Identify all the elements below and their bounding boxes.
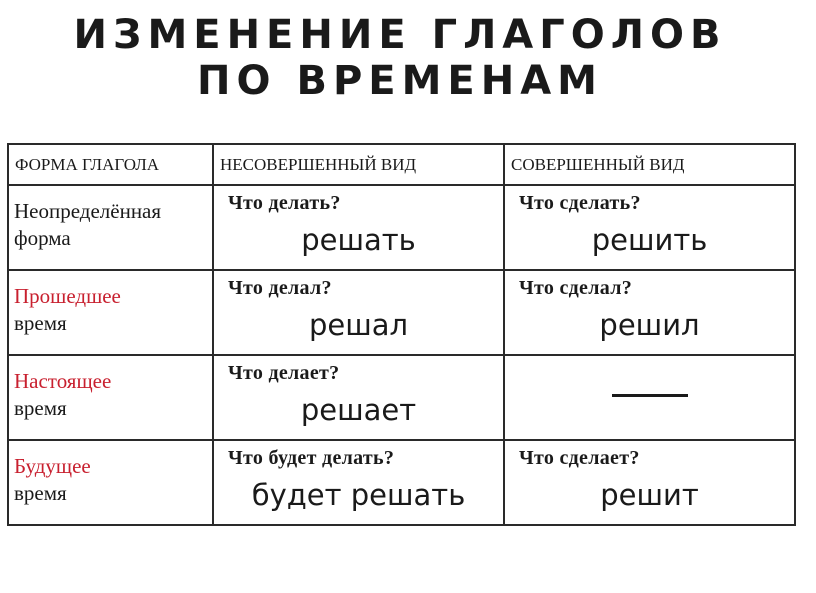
row-label-line-2: форма (14, 226, 71, 250)
imperfective-cell (213, 270, 504, 355)
imperfective-question: Что будет делать? (228, 447, 395, 469)
perfective-question: Что сделать? (519, 192, 641, 214)
page-title (0, 12, 800, 104)
perfective-cell (504, 185, 795, 270)
row-label-line-1: Будущее (14, 454, 91, 478)
table-row (8, 355, 795, 440)
row-label-line-1: Настоящее (14, 369, 112, 393)
perfective-form: решит (600, 478, 699, 512)
imperfective-form: решал (308, 308, 409, 342)
header-perfective: СОВЕРШЕННЫЙ ВИД (504, 144, 795, 185)
perfective-cell (504, 270, 795, 355)
table-header-row (8, 144, 795, 185)
imperfective-question: Что делать? (228, 192, 341, 214)
row-label (8, 270, 213, 355)
imperfective-form: решает (300, 393, 417, 427)
title-line-2: ПО ВРЕМЕНАМ (197, 58, 603, 104)
table-row (8, 185, 795, 270)
perfective-form: решить (591, 223, 708, 257)
imperfective-form: решать (301, 223, 416, 257)
table-row (8, 270, 795, 355)
row-label (8, 355, 213, 440)
imperfective-cell (213, 185, 504, 270)
row-label-line-1: Неопределённая (14, 199, 162, 223)
perfective-question: Что сделает? (519, 447, 640, 469)
perfective-question: Что сделал? (519, 277, 633, 299)
header-verb-form: ФОРМА ГЛАГОЛА (8, 144, 213, 185)
imperfective-question: Что делает? (228, 362, 340, 384)
imperfective-question: Что делал? (228, 277, 332, 299)
row-label (8, 440, 213, 525)
row-label-line-2: время (14, 481, 67, 505)
row-label-line-1: Прошедшее (14, 284, 121, 308)
table-row (8, 440, 795, 525)
header-imperfective: НЕСОВЕРШЕННЫЙ ВИД (213, 144, 504, 185)
verb-tense-table (7, 143, 796, 526)
title-line-1: ИЗМЕНЕНИЕ ГЛАГОЛОВ (73, 12, 727, 58)
perfective-cell (504, 440, 795, 525)
empty-dash (612, 394, 688, 397)
perfective-cell (504, 355, 795, 440)
imperfective-form: будет решать (251, 478, 466, 512)
row-label-line-2: время (14, 311, 67, 335)
row-label-line-2: время (14, 396, 67, 420)
imperfective-cell (213, 355, 504, 440)
perfective-form: решил (599, 308, 700, 342)
row-label (8, 185, 213, 270)
imperfective-cell (213, 440, 504, 525)
